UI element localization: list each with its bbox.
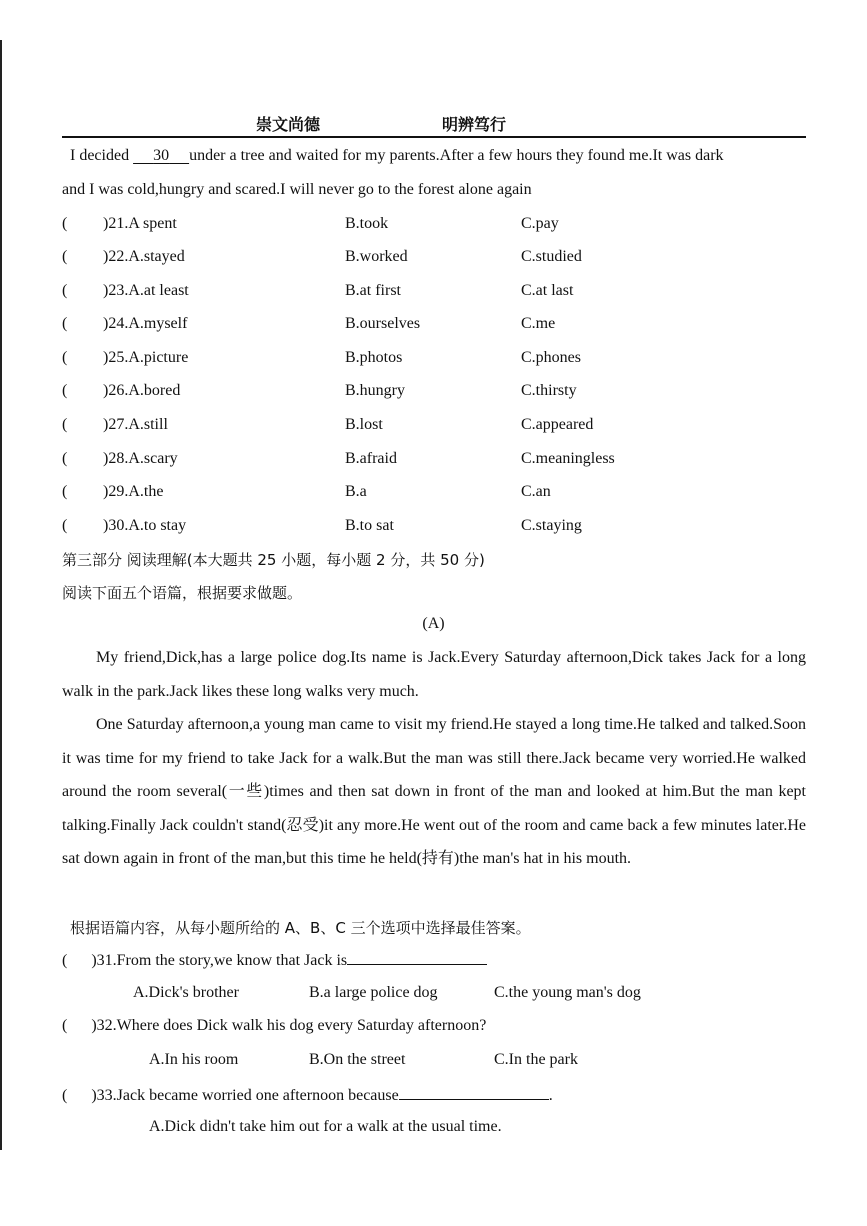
answer-paren: ( [62,282,68,299]
answer-paren: ( [62,1087,68,1104]
cloze-option-row-28 [62,450,806,472]
option-b: B.a [345,483,367,500]
option-c: C.pay [521,215,559,232]
option-a: )30.A.to stay [103,517,187,534]
cloze-option-row-25 [62,349,806,371]
question-33 [62,1085,553,1105]
motto-right: 明辨笃行 [442,115,507,134]
option-c: C.an [521,483,551,500]
cloze-option-row-26 [62,382,806,404]
cloze-option-row-29 [62,483,806,505]
q32-option-b: B.On the street [309,1051,406,1068]
q31-option-c: C.the young man's dog [494,984,641,1001]
questions-instruction: 根据语篇内容，从每小题所给的 A、B、C 三个选项中选择最佳答案。 [70,919,531,937]
cloze-text-after: under a tree and waited for my parents.After a few hours they found me.It was dark [189,147,724,164]
section-3-instruction: 阅读下面五个语篇，根据要求做题。 [62,584,303,602]
q33-option-a: A.Dick didn't take him out for a walk at the usual time. [149,1118,502,1135]
option-a: )28.A.scary [103,450,178,467]
question-stem: )31.From the story,we know that Jack is [91,952,348,969]
option-b: B.worked [345,248,408,265]
answer-paren: ( [62,1017,68,1034]
cloze-text-before: I decided [70,147,130,164]
option-b: B.took [345,215,389,232]
answer-paren: ( [62,215,68,232]
option-b: B.hungry [345,382,405,399]
answer-blank [347,950,487,965]
page-left-border [0,40,2,1150]
option-a: )24.A.myself [103,315,188,332]
answer-paren: ( [62,248,68,265]
option-a: )27.A.still [103,416,168,433]
answer-paren: ( [62,517,68,534]
section-3-title: 第三部分 阅读理解(本大题共 25 小题，每小题 2 分，共 50 分) [62,551,485,569]
option-c: C.phones [521,349,581,366]
motto-left: 崇文尚德 [256,115,321,134]
option-a: )25.A.picture [103,349,189,366]
answer-blank [399,1085,549,1100]
q32-option-c: C.In the park [494,1051,578,1068]
cloze-option-row-21 [62,215,806,237]
cloze-option-row-27 [62,416,806,438]
question-stem: )33.Jack became worried one afternoon because [91,1087,399,1104]
option-c: C.me [521,315,556,332]
option-b: B.photos [345,349,403,366]
answer-paren: ( [62,952,68,969]
cloze-option-row-22 [62,248,806,270]
answer-paren: ( [62,416,68,433]
option-b: B.at first [345,282,401,299]
option-a: )22.A.stayed [103,248,185,265]
option-b: B.lost [345,416,383,433]
cloze-option-row-23 [62,282,806,304]
passage-a-label: (A) [422,615,445,632]
option-b: B.ourselves [345,315,421,332]
question-31 [62,950,487,970]
question-32 [62,1017,486,1035]
question-stem: )32.Where does Dick walk his dog every Saturday afternoon? [91,1017,487,1034]
option-a: )29.A.the [103,483,164,500]
option-c: C.appeared [521,416,594,433]
option-c: C.thirsty [521,382,577,399]
q32-option-a: A.In his room [149,1051,239,1068]
cloze-end-line-1 [70,147,724,165]
answer-paren: ( [62,315,68,332]
passage-a-paragraph-1: My friend,Dick,has a large police dog.Its name is Jack.Every Saturday afternoon,Dick takes Jack for a long walk in the park.Jack likes these long walks very much. [62,649,806,700]
q31-option-a: A.Dick's brother [133,984,239,1001]
question-stem-end: . [548,1087,553,1104]
option-c: C.at last [521,282,574,299]
page-header [62,108,806,138]
answer-paren: ( [62,483,68,500]
passage-a-paragraph-2: One Saturday afternoon,a young man came to visit my friend.He stayed a long time.He talked and talked.Soon it was time for my friend to take Jack for a walk.But the man was still there.Jack became very worried.He walked around the room several(一些)times and then sat down in front of the man and looked at him.But the man kept talking.Finally Jack couldn't stand(忍受)it any more.He went out of the room and came back a few minutes later.He sat down again in front of the man,but this time he held(持有)the man's hat in his mouth. [62,716,806,868]
option-a: )23.A.at least [103,282,189,299]
cloze-end-line-2: and I was cold,hungry and scared.I will never go to the forest alone again [62,181,532,198]
cloze-blank-30: 30 [153,147,170,164]
answer-paren: ( [62,349,68,366]
option-b: B.afraid [345,450,397,467]
option-c: C.staying [521,517,582,534]
option-b: B.to sat [345,517,394,534]
q31-option-b: B.a large police dog [309,984,438,1001]
option-c: C.meaningless [521,450,615,467]
option-c: C.studied [521,248,582,265]
option-a: )26.A.bored [103,382,181,399]
answer-paren: ( [62,382,68,399]
cloze-option-row-30 [62,517,806,539]
answer-paren: ( [62,450,68,467]
option-a: )21.A spent [103,215,177,232]
cloze-option-row-24 [62,315,806,337]
